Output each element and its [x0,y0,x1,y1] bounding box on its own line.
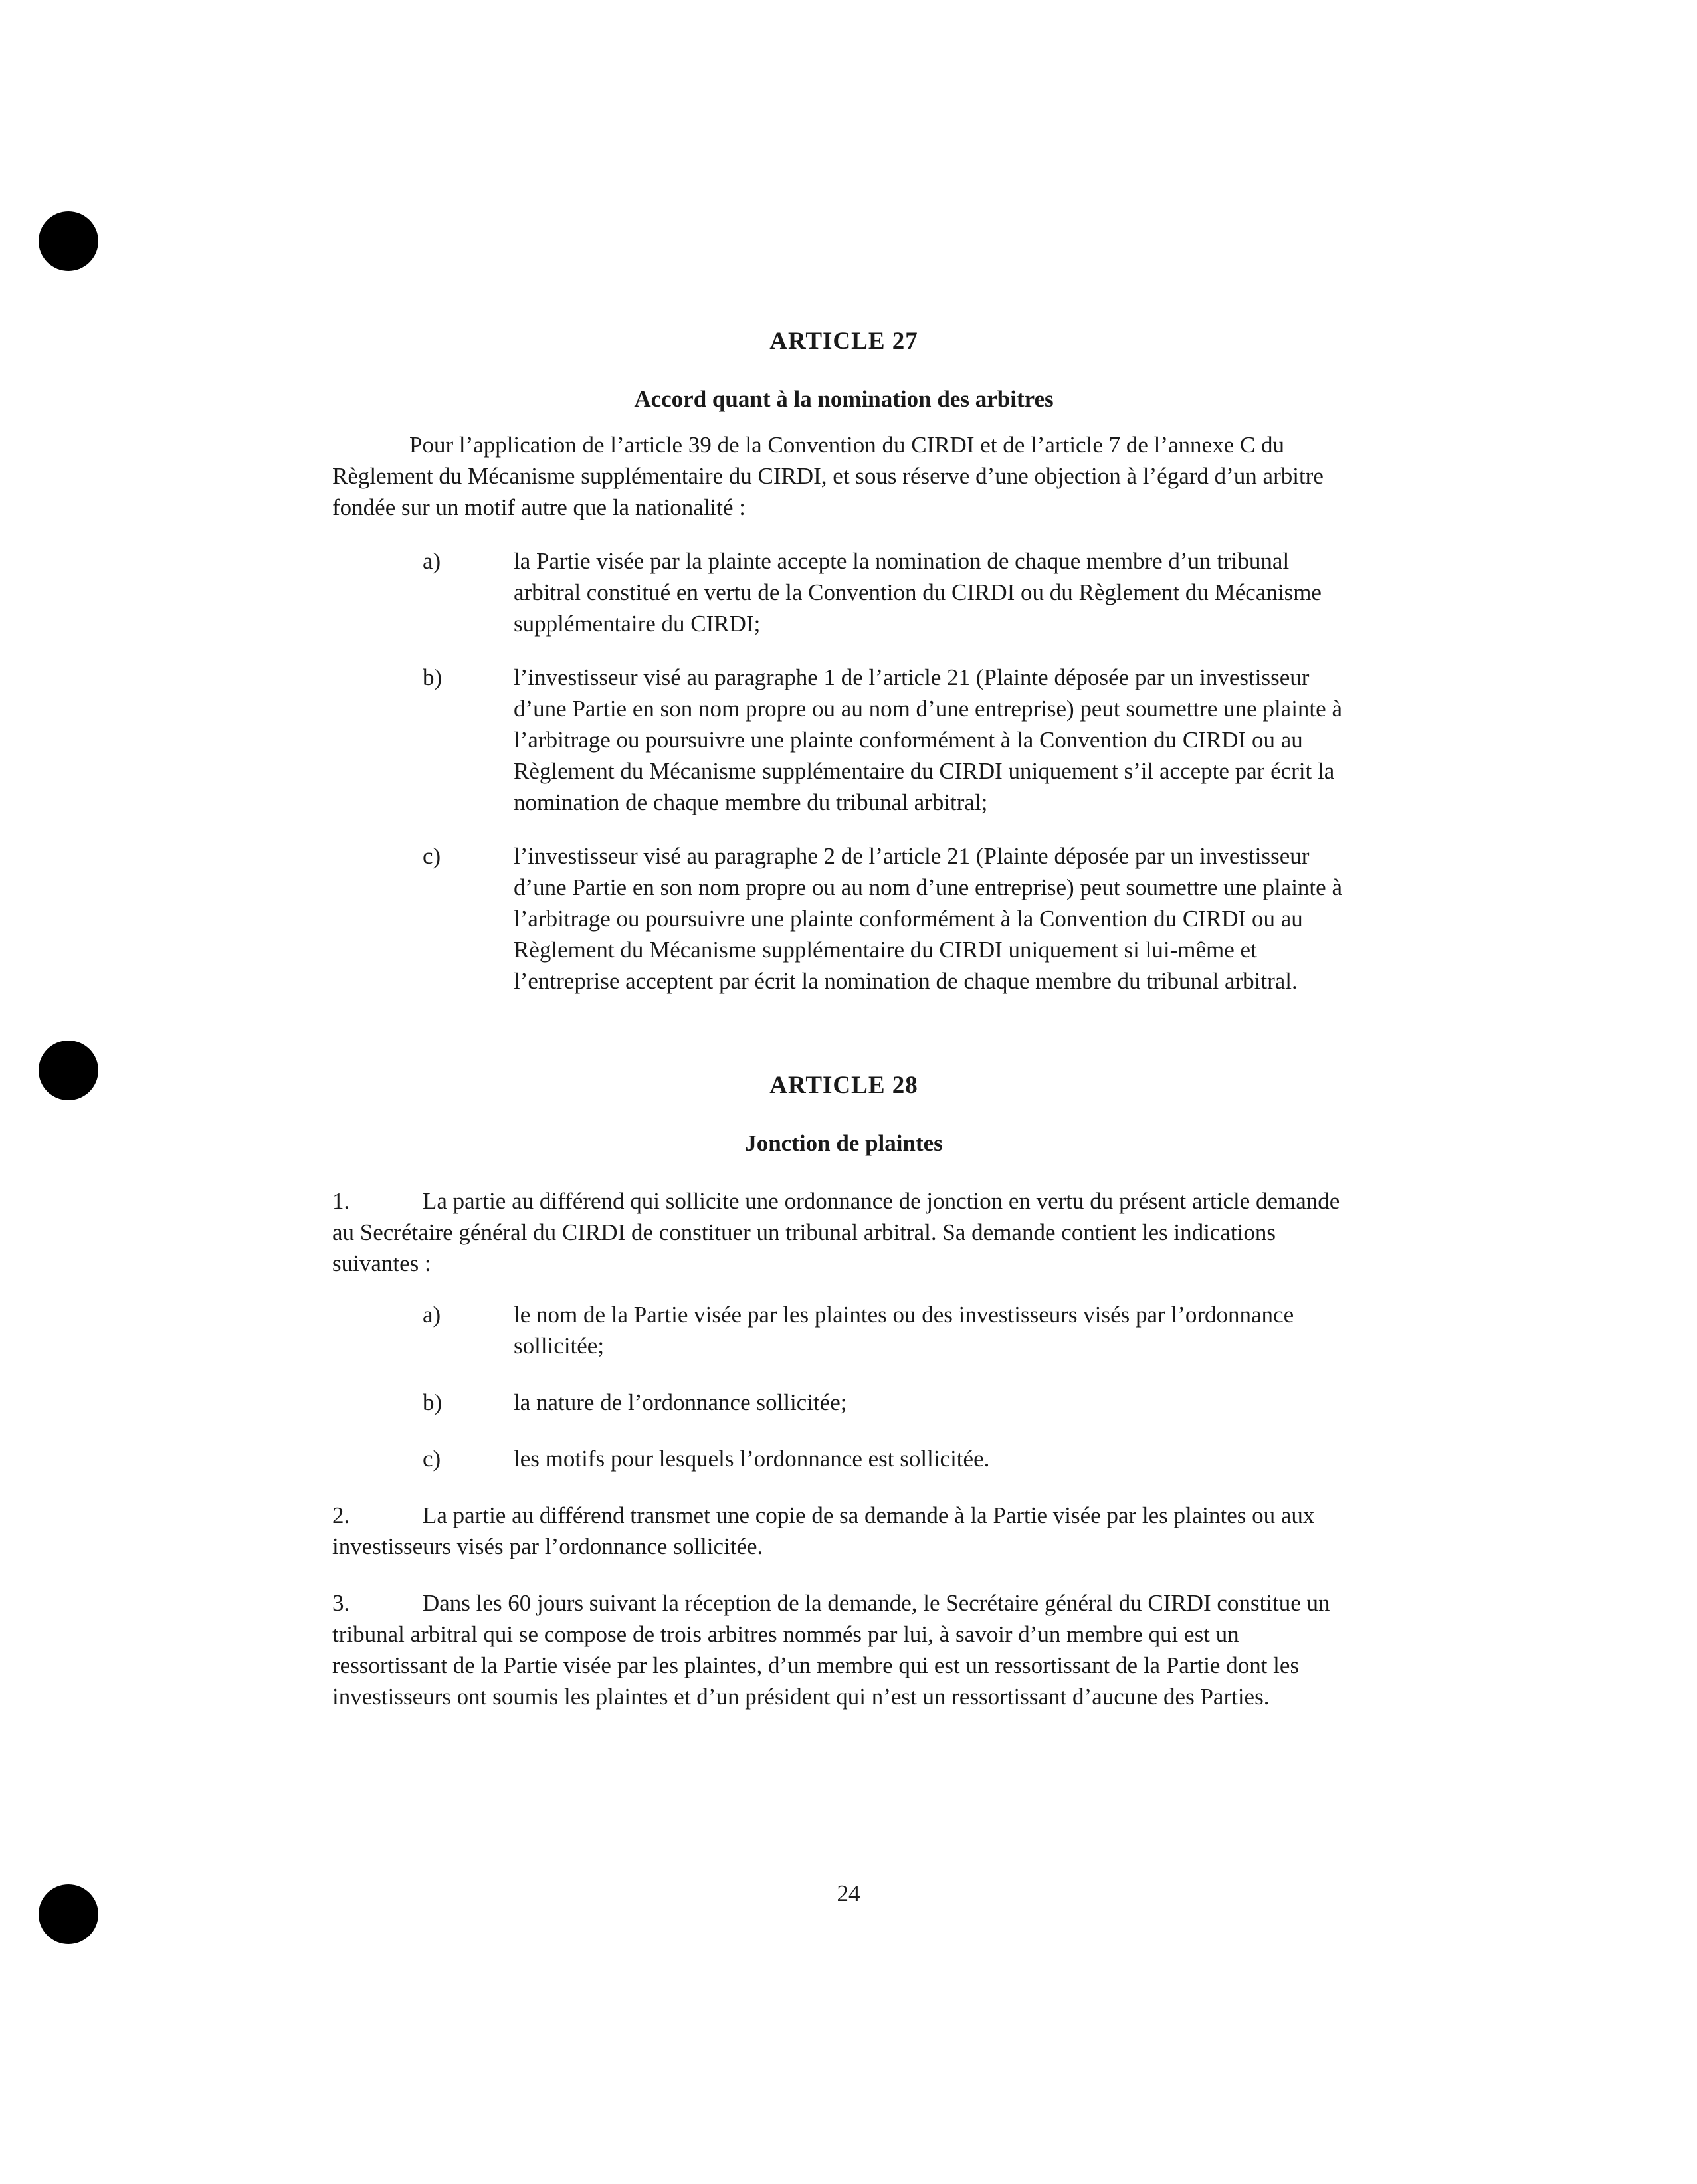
list-label: a) [423,548,441,574]
article-28-paragraph-1 [332,1185,1355,1279]
article-27-title: Accord quant à la nomination des arbitres [634,386,1054,412]
article-27-item-b [332,662,1355,818]
paragraph-number: 3. [332,1590,350,1616]
punch-hole [39,1041,98,1100]
list-text: les motifs pour lesquels l’ordonnance est sollicitée. [514,1446,990,1472]
document-body [332,326,1355,1712]
list-text: la nature de l’ordonnance sollicitée; [514,1389,847,1415]
paragraph-number: 2. [332,1502,350,1528]
paragraph-number: 1. [332,1188,350,1214]
article-27-heading: ARTICLE 27 [769,328,918,355]
article-28-heading: ARTICLE 28 [769,1072,918,1099]
article-28-item-a [332,1299,1355,1361]
article-27-intro: Pour l’application de l’article 39 de la Convention du CIRDI et de l’article 7 de l’annexe C du Règlement du Mécanisme supplémentaire du CIRDI, et sous réserve d’une objection à l’égard d’un arbitre fondée sur un motif autre que la nationalité : [332,432,1324,520]
list-label: a) [423,1302,441,1328]
paragraph-text: Dans les 60 jours suivant la réception de la demande, le Secrétaire général du CIRDI constitue un tribunal arbitral qui se compose de trois arbitres nommés par lui, à savoir d’un membre qui est un ressortissant de la Partie visée par les plaintes, d’un membre qui est un ressortissant de la Partie dont les investisseurs ont soumis les plaintes et d’un président qui n’est un ressortissant d’aucune des Parties. [332,1590,1330,1710]
paragraph-text: La partie au différend qui sollicite une ordonnance de jonction en vertu du présent article demande au Secrétaire général du CIRDI de constituer un tribunal arbitral. Sa demande contient les indications suivantes : [332,1188,1340,1276]
list-text: l’investisseur visé au paragraphe 1 de l’article 21 (Plainte déposée par un investisseur d’une Partie en son nom propre ou au nom d’une entreprise) peut soumettre une plainte à l’arbitrage ou poursuivre une plainte conformément à la Convention du CIRDI ou au Règlement du Mécanisme supplémentaire du CIRDI uniquement s’il accepte par écrit la nomination de chaque membre du tribunal arbitral; [514,664,1342,815]
article-28-paragraph-3 [332,1587,1355,1712]
article-27-item-a [332,546,1355,639]
page-number: 24 [837,1880,860,1906]
list-text: le nom de la Partie visée par les plaintes ou des investisseurs visés par l’ordonnance sollicitée; [514,1302,1294,1359]
punch-hole [39,211,98,271]
paragraph-text: La partie au différend transmet une copie de sa demande à la Partie visée par les plaintes ou aux investisseurs visés par l’ordonnance sollicitée. [332,1502,1315,1559]
list-label: b) [423,1389,443,1415]
list-label: c) [423,843,441,869]
list-text: la Partie visée par la plainte accepte la nomination de chaque membre d’un tribunal arbitral constitué en vertu de la Convention du CIRDI ou du Règlement du Mécanisme supplémentaire du CIRDI; [514,548,1322,637]
article-28-item-b [332,1387,1355,1418]
article-28-title: Jonction de plaintes [745,1130,943,1156]
list-text: l’investisseur visé au paragraphe 2 de l’article 21 (Plainte déposée par un investisseur d’une Partie en son nom propre ou au nom d’une entreprise) peut soumettre une plainte à l’arbitrage ou poursuivre une plainte conformément à la Convention du CIRDI ou au Règlement du Mécanisme supplémentaire du CIRDI uniquement si lui-même et l’entreprise acceptent par écrit la nomination de chaque membre du tribunal arbitral. [514,843,1342,994]
list-label: c) [423,1446,441,1472]
article-27-item-c [332,841,1355,997]
article-28-paragraph-2 [332,1500,1355,1562]
list-label: b) [423,664,443,690]
article-28-item-c [332,1443,1355,1474]
